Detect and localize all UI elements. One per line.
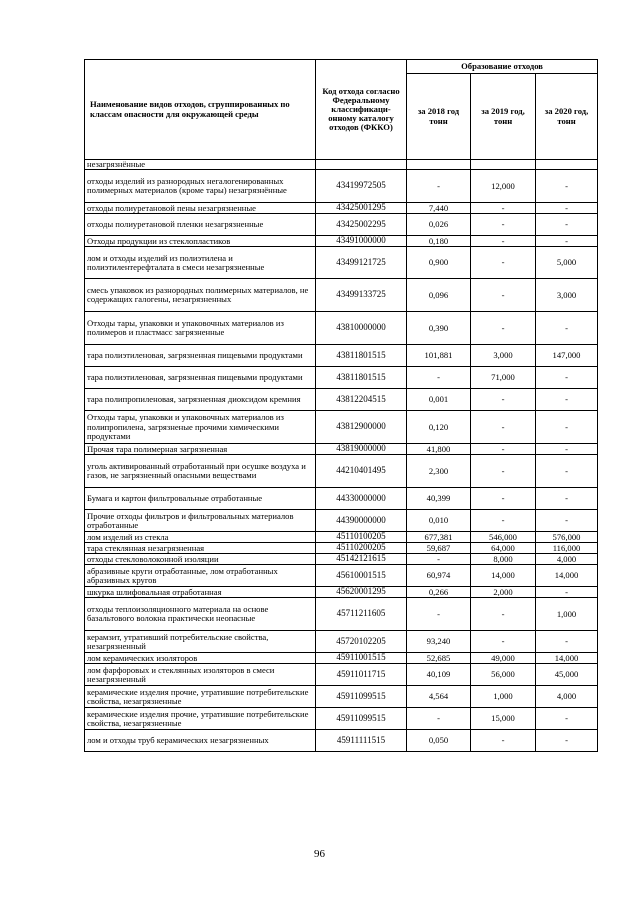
cell-2018: - xyxy=(407,598,471,631)
table-row xyxy=(85,455,598,488)
cell-name: отходы полиуретановой пены незагрязненные xyxy=(85,203,316,214)
cell-code: 43425002295 xyxy=(316,214,407,236)
cell-code: 45911011715 xyxy=(316,664,407,686)
table-row xyxy=(85,587,598,598)
cell-2020: - xyxy=(536,455,598,488)
table-row xyxy=(85,312,598,345)
cell-name: Отходы тары, упаковки и упаковочных материалов из полимеров и пластмасс загрязненные xyxy=(85,312,316,345)
cell-code: 43419972505 xyxy=(316,170,407,203)
cell-2020: 4,000 xyxy=(536,686,598,708)
cell-2019: - xyxy=(471,247,536,279)
cell-code: 44330000000 xyxy=(316,488,407,510)
cell-name: Прочая тара полимерная загрязненная xyxy=(85,444,316,455)
table-row xyxy=(85,214,598,236)
table-row xyxy=(85,488,598,510)
cell-name: абразивные круги отработанные, лом отработанных абразивных кругов xyxy=(85,565,316,587)
cell-code: 45142121615 xyxy=(316,554,407,565)
cell-name: керамзит, утративший потребительские свойства, незагрязненный xyxy=(85,631,316,653)
cell-name: отходы стекловолоконной изоляции xyxy=(85,554,316,565)
cell-2018: 2,300 xyxy=(407,455,471,488)
cell-code: 45720102205 xyxy=(316,631,407,653)
cell-2018: 0,096 xyxy=(407,279,471,312)
cell-name: керамические изделия прочие, утратившие потребительские свойства, незагрязненные xyxy=(85,686,316,708)
table-row xyxy=(85,389,598,411)
cell-2020: - xyxy=(536,587,598,598)
cell-2020: 3,000 xyxy=(536,279,598,312)
cell-2019 xyxy=(471,160,536,170)
cell-2020: - xyxy=(536,510,598,532)
cell-2019: 56,000 xyxy=(471,664,536,686)
cell-2019: - xyxy=(471,444,536,455)
cell-2019: 1,000 xyxy=(471,686,536,708)
cell-2019: - xyxy=(471,236,536,247)
cell-code: 43811801515 xyxy=(316,367,407,389)
table-row xyxy=(85,170,598,203)
cell-name: тара полиэтиленовая, загрязненная пищевыми продуктами xyxy=(85,345,316,367)
cell-2020: - xyxy=(536,367,598,389)
cell-2018: 0,180 xyxy=(407,236,471,247)
cell-2018: 93,240 xyxy=(407,631,471,653)
cell-2018: 7,440 xyxy=(407,203,471,214)
cell-2019: - xyxy=(471,510,536,532)
cell-2018: 4,564 xyxy=(407,686,471,708)
cell-name: керамические изделия прочие, утратившие потребительские свойства, незагрязненные xyxy=(85,708,316,730)
table-row xyxy=(85,203,598,214)
cell-2020: - xyxy=(536,708,598,730)
cell-code: 43499133725 xyxy=(316,279,407,312)
cell-2018: - xyxy=(407,170,471,203)
cell-2018: 0,050 xyxy=(407,730,471,752)
cell-2019: 3,000 xyxy=(471,345,536,367)
cell-name: лом и отходы изделий из полиэтилена и полиэтилентерефталата в смеси незагрязненные xyxy=(85,247,316,279)
cell-2020: 45,000 xyxy=(536,664,598,686)
cell-2020: 4,000 xyxy=(536,554,598,565)
cell-2018: 52,685 xyxy=(407,653,471,664)
table-row xyxy=(85,653,598,664)
cell-2019: - xyxy=(471,631,536,653)
cell-2018: 59,687 xyxy=(407,543,471,554)
cell-name: тара полиэтиленовая, загрязненная пищевыми продуктами xyxy=(85,367,316,389)
cell-2020: - xyxy=(536,488,598,510)
cell-2018: 0,001 xyxy=(407,389,471,411)
cell-2020: - xyxy=(536,444,598,455)
cell-code: 45610001515 xyxy=(316,565,407,587)
cell-2020: 5,000 xyxy=(536,247,598,279)
cell-code: 44390000000 xyxy=(316,510,407,532)
header-2020: за 2020 год, тонн xyxy=(536,74,598,160)
header-2018: за 2018 год тонн xyxy=(407,74,471,160)
cell-2020: - xyxy=(536,170,598,203)
cell-code: 43819000000 xyxy=(316,444,407,455)
table-row xyxy=(85,532,598,543)
cell-2019: - xyxy=(471,279,536,312)
cell-2019: 64,000 xyxy=(471,543,536,554)
cell-2018: 41,800 xyxy=(407,444,471,455)
cell-2020: 14,000 xyxy=(536,653,598,664)
table-row xyxy=(85,543,598,554)
cell-code: 44210401495 xyxy=(316,455,407,488)
cell-code: 45911111515 xyxy=(316,730,407,752)
cell-code: 43499121725 xyxy=(316,247,407,279)
cell-2020: - xyxy=(536,236,598,247)
cell-code: 45711211605 xyxy=(316,598,407,631)
cell-2020: 116,000 xyxy=(536,543,598,554)
table-row xyxy=(85,686,598,708)
cell-2019: - xyxy=(471,203,536,214)
table-row xyxy=(85,598,598,631)
cell-2019: 2,000 xyxy=(471,587,536,598)
cell-2020: 1,000 xyxy=(536,598,598,631)
cell-2020: - xyxy=(536,631,598,653)
table-row xyxy=(85,664,598,686)
cell-2019: - xyxy=(471,411,536,444)
cell-2020: - xyxy=(536,203,598,214)
cell-code: 43425001295 xyxy=(316,203,407,214)
cell-2018: 0,026 xyxy=(407,214,471,236)
page-number: 96 xyxy=(314,848,325,860)
header-group: Образование отходов xyxy=(407,60,598,74)
cell-name: лом изделий из стекла xyxy=(85,532,316,543)
cell-2019: 14,000 xyxy=(471,565,536,587)
table-row xyxy=(85,708,598,730)
table-row xyxy=(85,345,598,367)
cell-2019: 546,000 xyxy=(471,532,536,543)
cell-2019: - xyxy=(471,389,536,411)
cell-2020: - xyxy=(536,730,598,752)
cell-2020: - xyxy=(536,312,598,345)
cell-code: 45911099515 xyxy=(316,686,407,708)
cell-code: 43491000000 xyxy=(316,236,407,247)
table-row xyxy=(85,279,598,312)
cell-2019: - xyxy=(471,455,536,488)
cell-name: Прочие отходы фильтров и фильтровальных материалов отработанные xyxy=(85,510,316,532)
cell-2018: 60,974 xyxy=(407,565,471,587)
cell-name: шкурка шлифовальная отработанная xyxy=(85,587,316,598)
cell-name: незагрязнённые xyxy=(85,160,316,170)
table-row xyxy=(85,247,598,279)
cell-2020 xyxy=(536,160,598,170)
cell-2019: 8,000 xyxy=(471,554,536,565)
table-row xyxy=(85,730,598,752)
cell-name: тара стеклянная незагрязненная xyxy=(85,543,316,554)
cell-name: Отходы тары, упаковки и упаковочных материалов из полипропилена, загрязненые прочими химическими продуктами xyxy=(85,411,316,444)
cell-2019: - xyxy=(471,488,536,510)
cell-name: отходы теплоизоляционного материала на основе базальтового волокна практически неопасные xyxy=(85,598,316,631)
cell-2020: - xyxy=(536,389,598,411)
cell-2018: 0,120 xyxy=(407,411,471,444)
cell-2018: 677,381 xyxy=(407,532,471,543)
table-row xyxy=(85,236,598,247)
header-name: Наименование видов отходов, сгруппированных по классам опасности для окружающей среды xyxy=(85,60,316,160)
table-body xyxy=(85,160,598,752)
cell-name: лом фарфоровых и стеклянных изоляторов в смеси незагрязненный xyxy=(85,664,316,686)
cell-name: смесь упаковок из разнородных полимерных материалов, не содержащих галогены, незагрязненных xyxy=(85,279,316,312)
table-row xyxy=(85,160,598,170)
cell-code: 43811801515 xyxy=(316,345,407,367)
cell-code: 45911001515 xyxy=(316,653,407,664)
cell-2019: - xyxy=(471,214,536,236)
table-row xyxy=(85,554,598,565)
cell-2018: - xyxy=(407,708,471,730)
cell-code: 43810000000 xyxy=(316,312,407,345)
cell-2019: - xyxy=(471,598,536,631)
cell-2019: - xyxy=(471,730,536,752)
cell-2020: - xyxy=(536,214,598,236)
table-row xyxy=(85,565,598,587)
cell-code xyxy=(316,160,407,170)
cell-code: 43812900000 xyxy=(316,411,407,444)
cell-2020: - xyxy=(536,411,598,444)
cell-2020: 576,000 xyxy=(536,532,598,543)
cell-2019: 71,000 xyxy=(471,367,536,389)
cell-2018: 0,266 xyxy=(407,587,471,598)
header-2019: за 2019 год, тонн xyxy=(471,74,536,160)
table-row xyxy=(85,510,598,532)
cell-2018: 0,010 xyxy=(407,510,471,532)
table-row xyxy=(85,367,598,389)
cell-code: 45911099515 xyxy=(316,708,407,730)
cell-code: 45110200205 xyxy=(316,543,407,554)
cell-2018: - xyxy=(407,367,471,389)
cell-2018: 0,390 xyxy=(407,312,471,345)
table-row xyxy=(85,631,598,653)
cell-2020: 14,000 xyxy=(536,565,598,587)
cell-code: 45620001295 xyxy=(316,587,407,598)
cell-name: уголь активированный отработанный при осушке воздуха и газов, не загрязненный опасными веществами xyxy=(85,455,316,488)
cell-code: 45110100205 xyxy=(316,532,407,543)
cell-name: лом и отходы труб керамических незагрязненных xyxy=(85,730,316,752)
cell-2018: 101,881 xyxy=(407,345,471,367)
table-row xyxy=(85,444,598,455)
cell-2019: 15,000 xyxy=(471,708,536,730)
cell-name: отходы полиуретановой пленки незагрязненные xyxy=(85,214,316,236)
cell-2019: 12,000 xyxy=(471,170,536,203)
cell-2018 xyxy=(407,160,471,170)
table-row xyxy=(85,411,598,444)
waste-table xyxy=(84,59,598,752)
cell-code: 43812204515 xyxy=(316,389,407,411)
cell-2019: 49,000 xyxy=(471,653,536,664)
cell-name: отходы изделий из разнородных негалогенированных полимерных материалов (кроме тары) незагрязнённые xyxy=(85,170,316,203)
cell-2020: 147,000 xyxy=(536,345,598,367)
cell-2018: - xyxy=(407,554,471,565)
cell-name: Бумага и картон фильтровальные отработанные xyxy=(85,488,316,510)
cell-name: тара полипропиленовая, загрязненная диоксидом кремния xyxy=(85,389,316,411)
cell-2018: 40,399 xyxy=(407,488,471,510)
cell-name: Отходы продукции из стеклопластиков xyxy=(85,236,316,247)
cell-name: лом керамических изоляторов xyxy=(85,653,316,664)
header-code: Код отхода согласно Федеральному классификаци-онному каталогу отходов (ФККО) xyxy=(316,60,407,160)
cell-2018: 40,109 xyxy=(407,664,471,686)
cell-2019: - xyxy=(471,312,536,345)
cell-2018: 0,900 xyxy=(407,247,471,279)
